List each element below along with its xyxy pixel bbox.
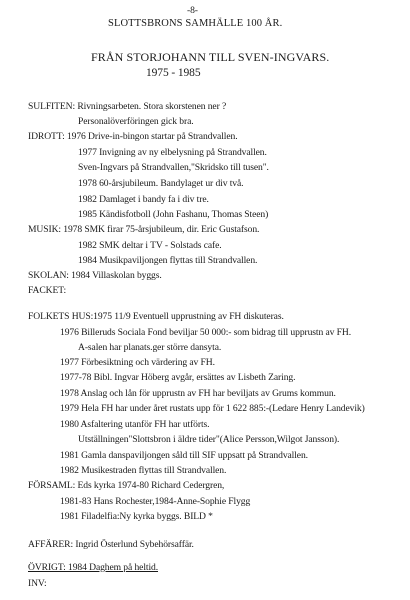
text-line-affarer: AFFÄRER: Ingrid Österlund Sybehörsaffär.	[28, 539, 194, 550]
document-subtitle: 1975 - 1985	[146, 67, 201, 79]
page-number: -8-	[187, 5, 198, 16]
text-line: 1985 Kändisfotboll (John Fashanu, Thomas Steen)	[78, 209, 269, 220]
text-line: 1984 Musikpaviljongen flyttas till Strandvallen.	[78, 255, 258, 266]
text-line-musik: MUSIK: 1978 SMK firar 75-årsjubileum, dir. Eric Gustafson.	[28, 224, 260, 235]
text-line: 1977 Invigning av ny elbelysning på Strandvallen.	[78, 147, 267, 158]
text-line: 1977-78 Bibl. Ingvar Höberg avgår, ersättes av Lisbeth Zaring.	[60, 372, 296, 383]
text-line: 1981 Filadelfia:Ny kyrka byggs. BILD *	[60, 511, 213, 522]
text-line: Personalöverföringen gick bra.	[78, 116, 194, 127]
text-line-skolan: SKOLAN: 1984 Villaskolan byggs.	[28, 270, 162, 281]
text-line-ovrigt: ÖVRIGT: 1984 Daghem på heltid.	[28, 562, 159, 573]
text-line: 1981-83 Hans Rochester,1984-Anne-Sophie Flygg	[60, 496, 251, 507]
text-line-sulfiten: SULFITEN: Rivningsarbeten. Stora skorstenen ner ?	[28, 101, 227, 112]
text-line-idrott: IDROTT: 1976 Drive-in-bingon startar på Strandvallen.	[28, 131, 238, 142]
text-line: A-salen har planats.ger större dansyta.	[78, 342, 222, 353]
text-line: 1977 Förbesiktning och värdering av FH.	[60, 357, 215, 368]
document-title: FRÅN STORJOHANN TILL SVEN-INGVARS.	[91, 50, 330, 64]
text-line-inv: INV:	[28, 578, 47, 589]
text-line: 1978 Anslag och lån för upprustn av FH har beviljats av Grums kommun.	[60, 388, 336, 399]
text-line: 1980 Asfaltering utanför FH har utförts.	[60, 419, 210, 430]
text-line: 1982 Musikestraden flyttas till Strandvallen.	[60, 465, 227, 476]
text-line: Utställningen"Slottsbron i äldre tider"(Alice Persson,Wilgot Jansson).	[78, 434, 340, 445]
document-header: SLOTTSBRONS SAMHÄLLE 100 ÅR.	[108, 18, 283, 29]
text-line: 1982 Damlaget i bandy fa i div tre.	[78, 194, 209, 205]
text-line-folkets-hus: FOLKETS HUS:1975 11/9 Eventuell upprustning av FH diskuteras.	[28, 311, 284, 322]
text-line: 1976 Billeruds Sociala Fond beviljar 50 000:- som bidrag till upprustn av FH.	[60, 327, 352, 338]
text-line: 1981 Gamla danspaviljongen såld till SIF uppsatt på Strandvallen.	[60, 450, 308, 461]
text-line-facket: FACKET:	[28, 285, 67, 296]
text-line: 1978 60-årsjubileum. Bandylaget ur div två.	[78, 178, 244, 189]
text-line: 1982 SMK deltar i TV - Solstads cafe.	[78, 240, 222, 251]
text-line: Sven-Ingvars på Strandvallen,"Skridsko till tusen".	[78, 162, 269, 173]
text-line: 1979 Hela FH har under året rustats upp för 1 622 885:-(Ledare Henry Landevik)	[60, 403, 365, 414]
text-line-forsaml: FÖRSAML: Eds kyrka 1974-80 Richard Cedergren,	[28, 480, 225, 491]
